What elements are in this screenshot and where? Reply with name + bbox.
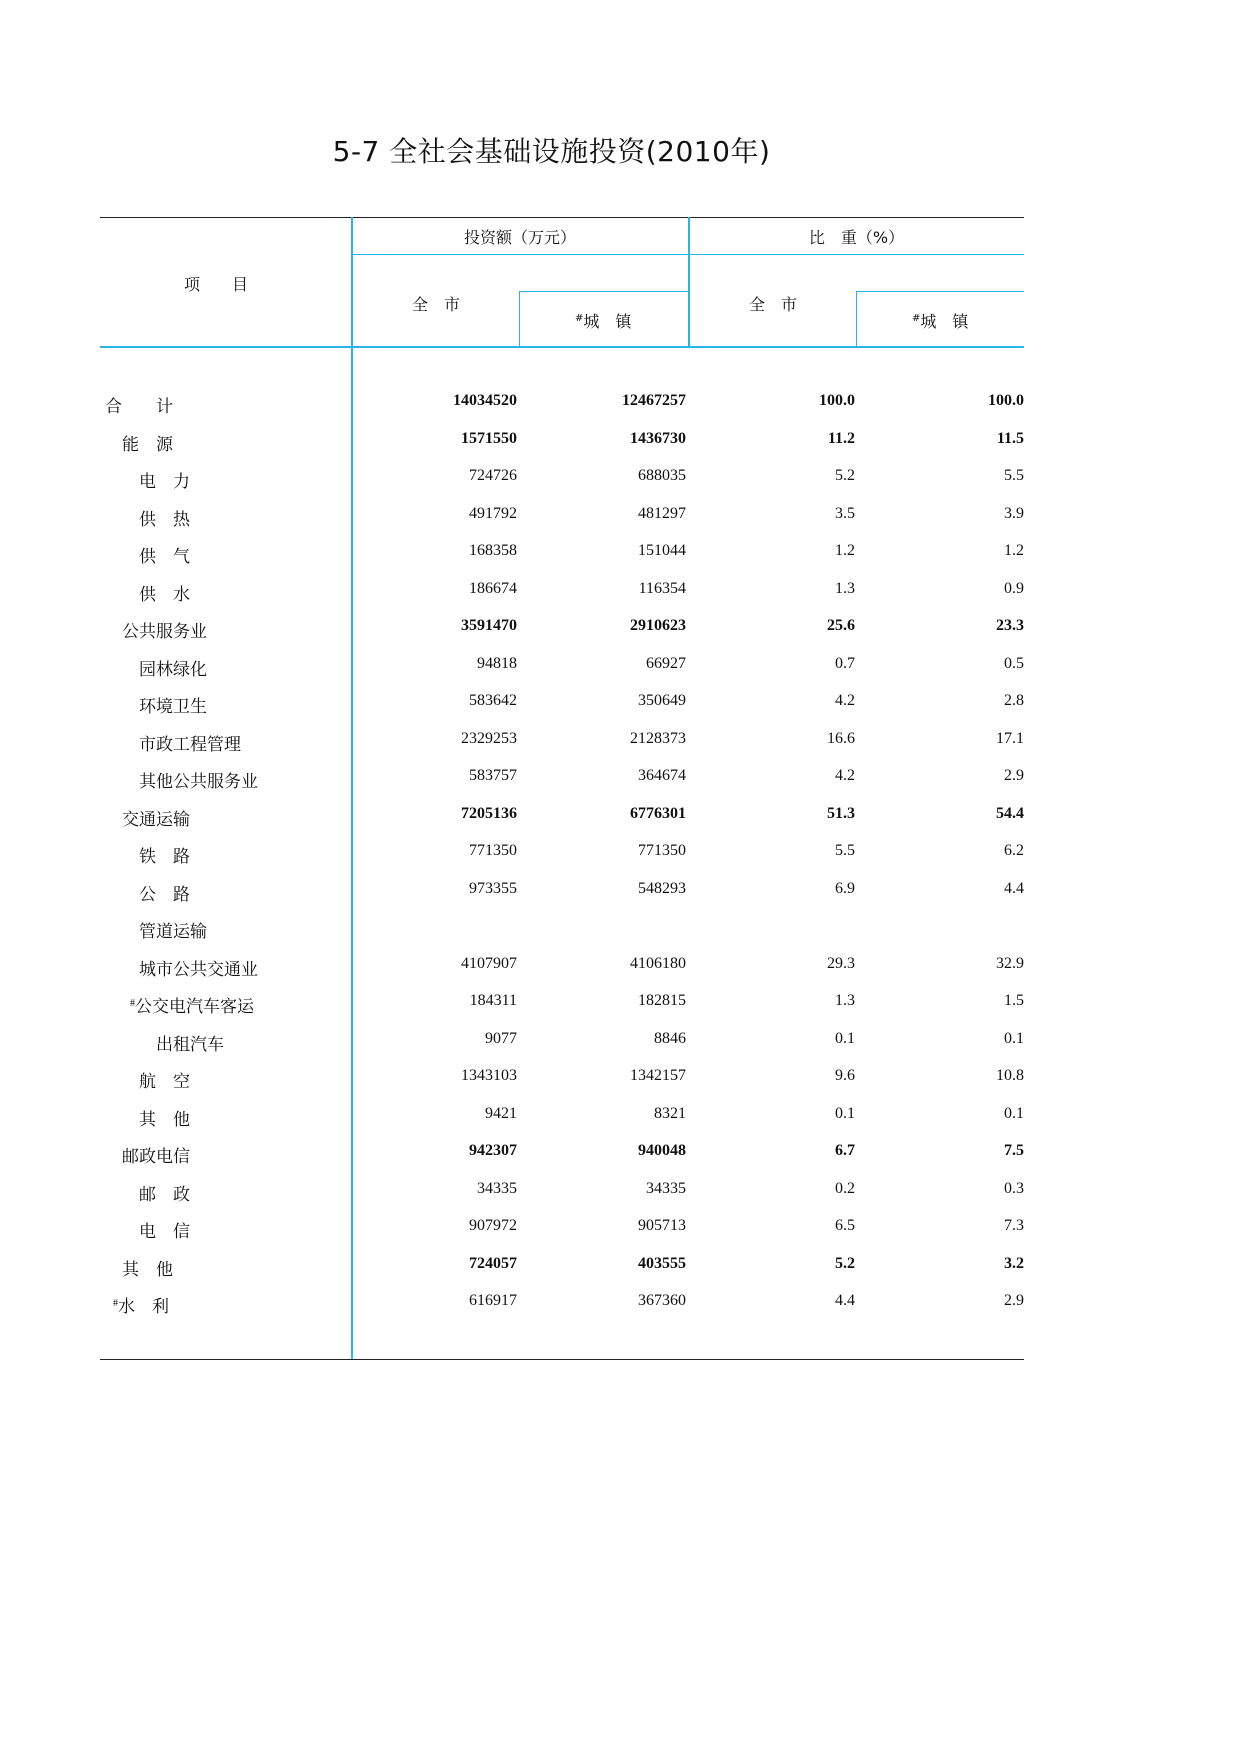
header-divider-investment xyxy=(352,254,688,255)
value-share-town: 2.9 xyxy=(1004,767,1024,784)
value-share-all: 0.7 xyxy=(835,654,855,672)
value-share-town: 2.9 xyxy=(1004,1292,1024,1309)
table-row xyxy=(0,542,1240,574)
row-label xyxy=(156,1030,224,1055)
value-share-town: 23.3 xyxy=(996,617,1024,634)
row-label xyxy=(139,1105,190,1130)
table-row xyxy=(0,1142,1240,1174)
row-label xyxy=(139,955,258,980)
town-label: 城 镇 xyxy=(583,312,632,331)
value-investment-town: 367360 xyxy=(638,1292,686,1309)
value-share-all: 5.2 xyxy=(835,467,855,484)
row-label-mark: # xyxy=(113,1298,118,1309)
row-label xyxy=(122,617,207,642)
town-mark: # xyxy=(912,313,921,324)
row-label-text: 供 热 xyxy=(139,509,190,529)
value-investment-all: 583642 xyxy=(469,692,517,709)
value-share-town: 0.1 xyxy=(1004,1104,1024,1122)
table-row xyxy=(0,842,1240,874)
table-row xyxy=(0,767,1240,799)
row-label xyxy=(122,1142,190,1167)
table-row xyxy=(0,692,1240,724)
value-investment-all: 724726 xyxy=(469,467,517,484)
table-row xyxy=(0,955,1240,987)
row-label xyxy=(130,992,254,1017)
value-investment-town: 548293 xyxy=(638,879,686,897)
value-share-town: 17.1 xyxy=(996,729,1024,747)
value-share-town: 4.4 xyxy=(1004,879,1024,897)
table-row xyxy=(0,1030,1240,1062)
table-row xyxy=(0,880,1240,912)
row-label xyxy=(139,1180,190,1205)
row-label xyxy=(139,1067,190,1092)
value-investment-all: 34335 xyxy=(477,1179,517,1197)
table-row xyxy=(0,1217,1240,1249)
row-label xyxy=(139,880,190,905)
value-investment-town: 8321 xyxy=(654,1104,686,1122)
value-share-town: 0.1 xyxy=(1004,1029,1024,1047)
row-label-text: 电 力 xyxy=(139,472,190,491)
value-investment-all: 9421 xyxy=(485,1104,517,1122)
value-investment-town: 2128373 xyxy=(630,729,686,747)
value-share-town: 54.4 xyxy=(996,804,1024,822)
value-investment-all: 186674 xyxy=(469,579,517,597)
row-label-text: 城市公共交通业 xyxy=(139,959,258,979)
table-row xyxy=(0,730,1240,762)
value-investment-town: 34335 xyxy=(646,1179,686,1197)
row-label-text: 公交电汽车客运 xyxy=(135,997,254,1016)
value-investment-all: 583757 xyxy=(469,767,517,784)
row-label xyxy=(139,505,190,530)
page-title: 5-7 全社会基础设施投资(2010年) xyxy=(332,135,771,168)
table-row xyxy=(0,392,1240,424)
value-investment-all: 973355 xyxy=(469,879,517,897)
row-label xyxy=(139,730,241,755)
value-share-all: 4.4 xyxy=(835,1292,855,1309)
town-label: 城 镇 xyxy=(920,312,969,331)
value-investment-all: 4107907 xyxy=(461,954,517,972)
table-row xyxy=(0,505,1240,537)
row-label-text: 其 他 xyxy=(122,1259,173,1279)
value-investment-town: 905713 xyxy=(638,1217,686,1234)
header-town-share xyxy=(912,309,968,332)
row-label xyxy=(122,1255,173,1280)
value-share-town: 3.9 xyxy=(1004,504,1024,522)
row-label-text: 环境卫生 xyxy=(139,697,207,716)
row-label-text: 园林绿化 xyxy=(139,659,207,679)
value-share-all: 1.3 xyxy=(835,992,855,1009)
value-investment-all: 168358 xyxy=(469,542,517,559)
value-investment-town: 4106180 xyxy=(630,954,686,972)
table-row xyxy=(0,617,1240,649)
value-share-all: 29.3 xyxy=(827,954,855,972)
row-label xyxy=(105,392,173,417)
row-label xyxy=(122,805,190,830)
value-share-town: 0.3 xyxy=(1004,1179,1024,1197)
value-share-all: 1.3 xyxy=(835,579,855,597)
value-investment-town: 182815 xyxy=(638,992,686,1009)
table-row xyxy=(0,1105,1240,1137)
value-share-town: 0.9 xyxy=(1004,579,1024,597)
table-row xyxy=(0,917,1240,949)
row-label-text: 合 计 xyxy=(105,397,173,416)
value-investment-all: 7205136 xyxy=(461,804,517,822)
value-investment-all: 491792 xyxy=(469,504,517,522)
table-top-rule xyxy=(100,217,1024,218)
value-share-town: 1.5 xyxy=(1004,992,1024,1009)
table-row xyxy=(0,1292,1240,1324)
value-investment-town: 403555 xyxy=(638,1254,686,1272)
value-share-town: 32.9 xyxy=(996,954,1024,972)
value-share-town: 7.3 xyxy=(1004,1217,1024,1234)
value-investment-town: 364674 xyxy=(638,767,686,784)
table-bottom-rule xyxy=(100,1359,1024,1360)
value-share-all: 100.0 xyxy=(819,392,855,409)
row-label xyxy=(139,842,190,867)
value-investment-all: 9077 xyxy=(485,1029,517,1047)
row-label-text: 供 气 xyxy=(139,547,190,566)
row-label xyxy=(139,1217,190,1242)
town-mark: # xyxy=(575,313,584,324)
value-share-town: 1.2 xyxy=(1004,542,1024,559)
header-investment: 投资额（万元） xyxy=(463,228,576,247)
value-share-town: 3.2 xyxy=(1004,1254,1024,1272)
header-item: 项 目 xyxy=(184,275,249,294)
value-investment-town: 116354 xyxy=(638,579,686,597)
value-share-all: 5.2 xyxy=(835,1254,855,1272)
value-investment-all: 616917 xyxy=(469,1292,517,1309)
row-label xyxy=(139,542,190,567)
value-investment-town: 940048 xyxy=(638,1142,686,1159)
value-investment-all: 1343103 xyxy=(461,1067,517,1084)
value-share-town: 5.5 xyxy=(1004,467,1024,484)
header-city-all-investment: 全 市 xyxy=(412,295,461,314)
value-share-all: 9.6 xyxy=(835,1067,855,1084)
row-label-text: 出租汽车 xyxy=(156,1034,224,1054)
table-row xyxy=(0,805,1240,837)
value-share-all: 5.5 xyxy=(835,842,855,859)
town-divider-2 xyxy=(856,291,857,347)
table-row xyxy=(0,992,1240,1024)
town-divider-1 xyxy=(519,291,520,347)
row-label-mark: # xyxy=(130,998,135,1009)
row-label-text: 市政工程管理 xyxy=(139,734,241,754)
row-label-text: 其他公共服务业 xyxy=(139,772,258,791)
value-investment-all: 2329253 xyxy=(461,729,517,747)
row-label-text: 铁 路 xyxy=(139,847,190,866)
value-share-all: 6.7 xyxy=(835,1142,855,1159)
value-share-all: 1.2 xyxy=(835,542,855,559)
value-investment-town: 2910623 xyxy=(630,617,686,634)
value-share-town: 11.5 xyxy=(996,429,1024,447)
row-label xyxy=(122,430,173,455)
table-row xyxy=(0,655,1240,687)
table-row xyxy=(0,467,1240,499)
row-label-text: 航 空 xyxy=(139,1072,190,1091)
value-share-all: 6.5 xyxy=(835,1217,855,1234)
value-investment-all: 1571550 xyxy=(461,429,517,447)
value-investment-town: 66927 xyxy=(646,654,686,672)
value-investment-town: 12467257 xyxy=(622,392,686,409)
row-label-text: 邮 政 xyxy=(139,1184,190,1204)
value-share-all: 4.2 xyxy=(835,692,855,709)
value-investment-town: 8846 xyxy=(654,1029,686,1047)
header-divider-share xyxy=(689,254,1024,255)
value-investment-all: 14034520 xyxy=(453,392,517,409)
row-label xyxy=(139,692,207,717)
value-investment-town: 6776301 xyxy=(630,804,686,822)
header-town-investment xyxy=(575,309,631,332)
table-row xyxy=(0,1255,1240,1287)
row-label-text: 邮政电信 xyxy=(122,1147,190,1166)
value-investment-all: 771350 xyxy=(469,842,517,859)
table-row xyxy=(0,1180,1240,1212)
row-label-text: 管道运输 xyxy=(139,922,207,941)
table-row xyxy=(0,580,1240,612)
header-divider-town-2 xyxy=(857,291,1024,292)
value-share-all: 11.2 xyxy=(827,429,855,447)
row-label-text: 供 水 xyxy=(139,584,190,604)
value-share-all: 25.6 xyxy=(827,617,855,634)
value-share-all: 0.2 xyxy=(835,1179,855,1197)
value-share-town: 7.5 xyxy=(1004,1142,1024,1159)
row-label xyxy=(139,580,190,605)
value-share-all: 0.1 xyxy=(835,1029,855,1047)
header-city-all-share: 全 市 xyxy=(749,295,798,314)
value-investment-all: 942307 xyxy=(469,1142,517,1159)
header-divider-town-1 xyxy=(520,291,688,292)
row-label-text: 其 他 xyxy=(139,1109,190,1129)
value-investment-town: 771350 xyxy=(638,842,686,859)
value-share-all: 6.9 xyxy=(835,879,855,897)
table-row xyxy=(0,430,1240,462)
value-investment-town: 1342157 xyxy=(630,1067,686,1084)
value-investment-all: 184311 xyxy=(469,992,517,1009)
header-bottom-rule xyxy=(100,346,1024,348)
row-label-text: 公共服务业 xyxy=(122,622,207,641)
value-share-town: 6.2 xyxy=(1004,842,1024,859)
value-share-all: 4.2 xyxy=(835,767,855,784)
row-label-text: 能 源 xyxy=(122,434,173,454)
row-label xyxy=(139,467,190,492)
value-share-all: 51.3 xyxy=(827,804,855,822)
value-share-all: 16.6 xyxy=(827,729,855,747)
value-investment-all: 94818 xyxy=(477,654,517,672)
row-label-text: 公 路 xyxy=(139,884,190,904)
value-share-all: 0.1 xyxy=(835,1104,855,1122)
row-label xyxy=(139,655,207,680)
value-investment-town: 1436730 xyxy=(630,429,686,447)
row-label-text: 交通运输 xyxy=(122,809,190,829)
row-label xyxy=(113,1292,169,1317)
value-investment-all: 3591470 xyxy=(461,617,517,634)
row-label xyxy=(139,917,207,942)
value-investment-all: 907972 xyxy=(469,1217,517,1234)
row-label-text: 电 信 xyxy=(139,1222,190,1241)
table-row xyxy=(0,1067,1240,1099)
header-share: 比 重（%） xyxy=(808,228,905,247)
value-investment-town: 151044 xyxy=(638,542,686,559)
value-share-all: 3.5 xyxy=(835,504,855,522)
value-share-town: 10.8 xyxy=(996,1067,1024,1084)
row-label xyxy=(139,767,258,792)
value-share-town: 0.5 xyxy=(1004,654,1024,672)
value-investment-town: 350649 xyxy=(638,692,686,709)
value-share-town: 2.8 xyxy=(1004,692,1024,709)
row-label-text: 水 利 xyxy=(118,1297,169,1316)
value-share-town: 100.0 xyxy=(988,392,1024,409)
value-investment-all: 724057 xyxy=(469,1254,517,1272)
value-investment-town: 481297 xyxy=(638,504,686,522)
value-investment-town: 688035 xyxy=(638,467,686,484)
